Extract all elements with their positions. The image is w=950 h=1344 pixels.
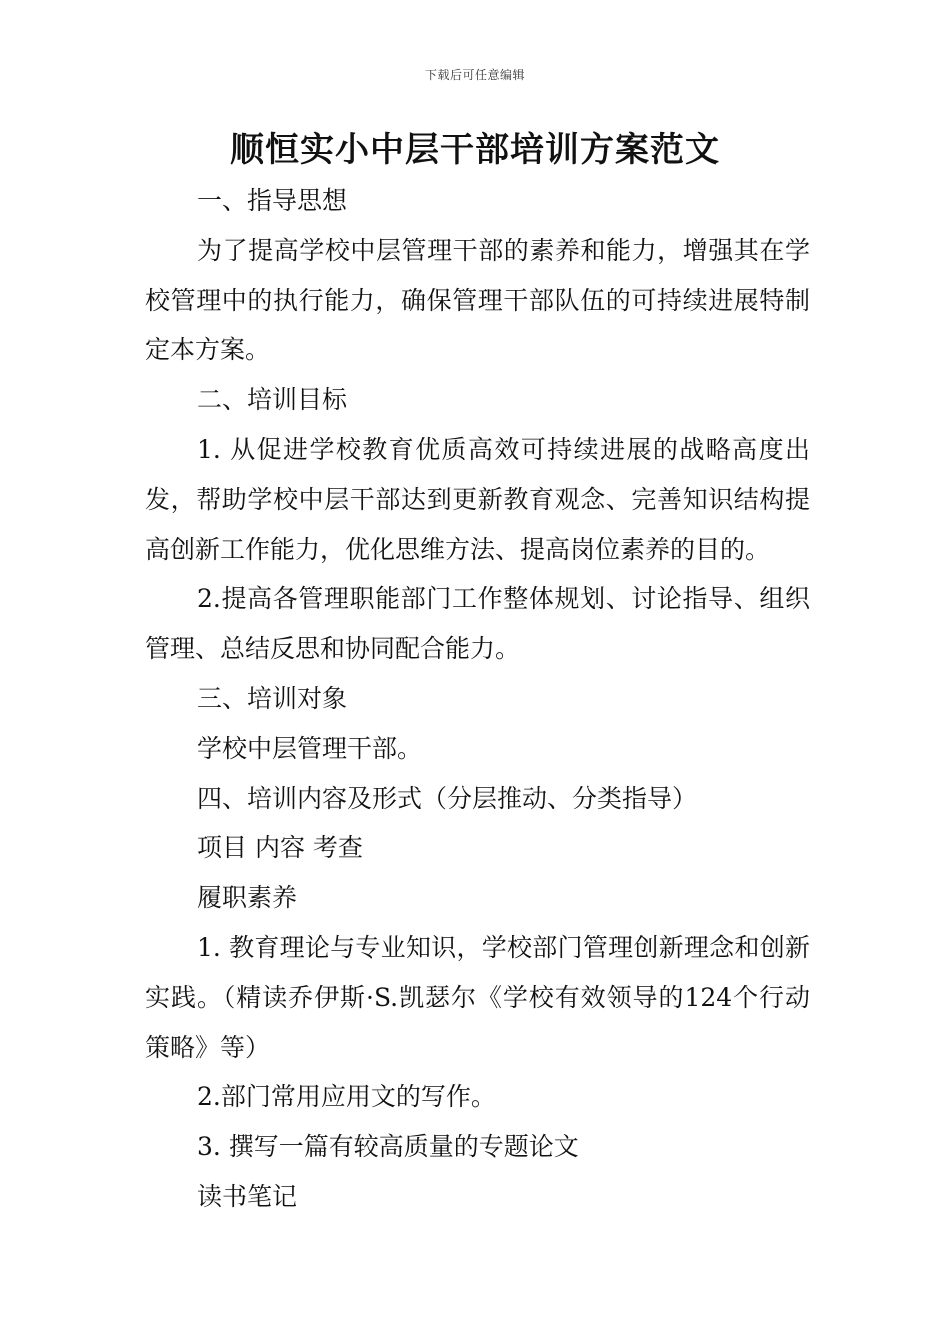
document-body bbox=[145, 176, 810, 1222]
content-item-3: 3. 撰写一篇有较高质量的专题论文 bbox=[197, 1132, 579, 1162]
document-title: 顺恒实小中层干部培训方案范文 bbox=[230, 130, 720, 170]
paragraph-guiding-ideology: 为了提高学校中层管理干部的素养和能力，增强其在学校管理中的执行能力，确保管理干部队伍的可持续进展特制定本方案。 bbox=[145, 235, 810, 365]
content-item-2: 2.部门常用应用文的写作。 bbox=[197, 1082, 496, 1112]
assessment-note: 读书笔记 bbox=[197, 1181, 298, 1211]
goal-item-1: 1. 从促进学校教育优质高效可持续进展的战略高度出发，帮助学校中层干部达到更新教育观念、完善知识结构提高创新工作能力，优化思维方法、提高岗位素养的目的。 bbox=[145, 434, 810, 564]
section-heading-training-target: 三、培训对象 bbox=[197, 683, 348, 713]
header-note: 下载后可任意编辑 bbox=[424, 68, 525, 82]
paragraph-training-target: 学校中层管理干部。 bbox=[197, 733, 423, 763]
row-label: 履职素养 bbox=[197, 883, 298, 913]
section-heading-training-content: 四、培训内容及形式（分层推动、分类指导） bbox=[197, 783, 698, 813]
content-item-1: 1. 教育理论与专业知识，学校部门管理创新理念和创新实践。（精读乔伊斯·S.凯瑟尔《学校有效领导的124个行动策略》等） bbox=[145, 932, 810, 1062]
section-heading-guiding-ideology: 一、指导思想 bbox=[197, 186, 348, 215]
table-header-line: 项目 内容 考查 bbox=[197, 833, 363, 863]
section-heading-training-goals: 二、培训目标 bbox=[197, 385, 348, 415]
goal-item-2: 2.提高各管理职能部门工作整体规划、讨论指导、组织管理、总结反思和协同配合能力。 bbox=[145, 584, 810, 664]
